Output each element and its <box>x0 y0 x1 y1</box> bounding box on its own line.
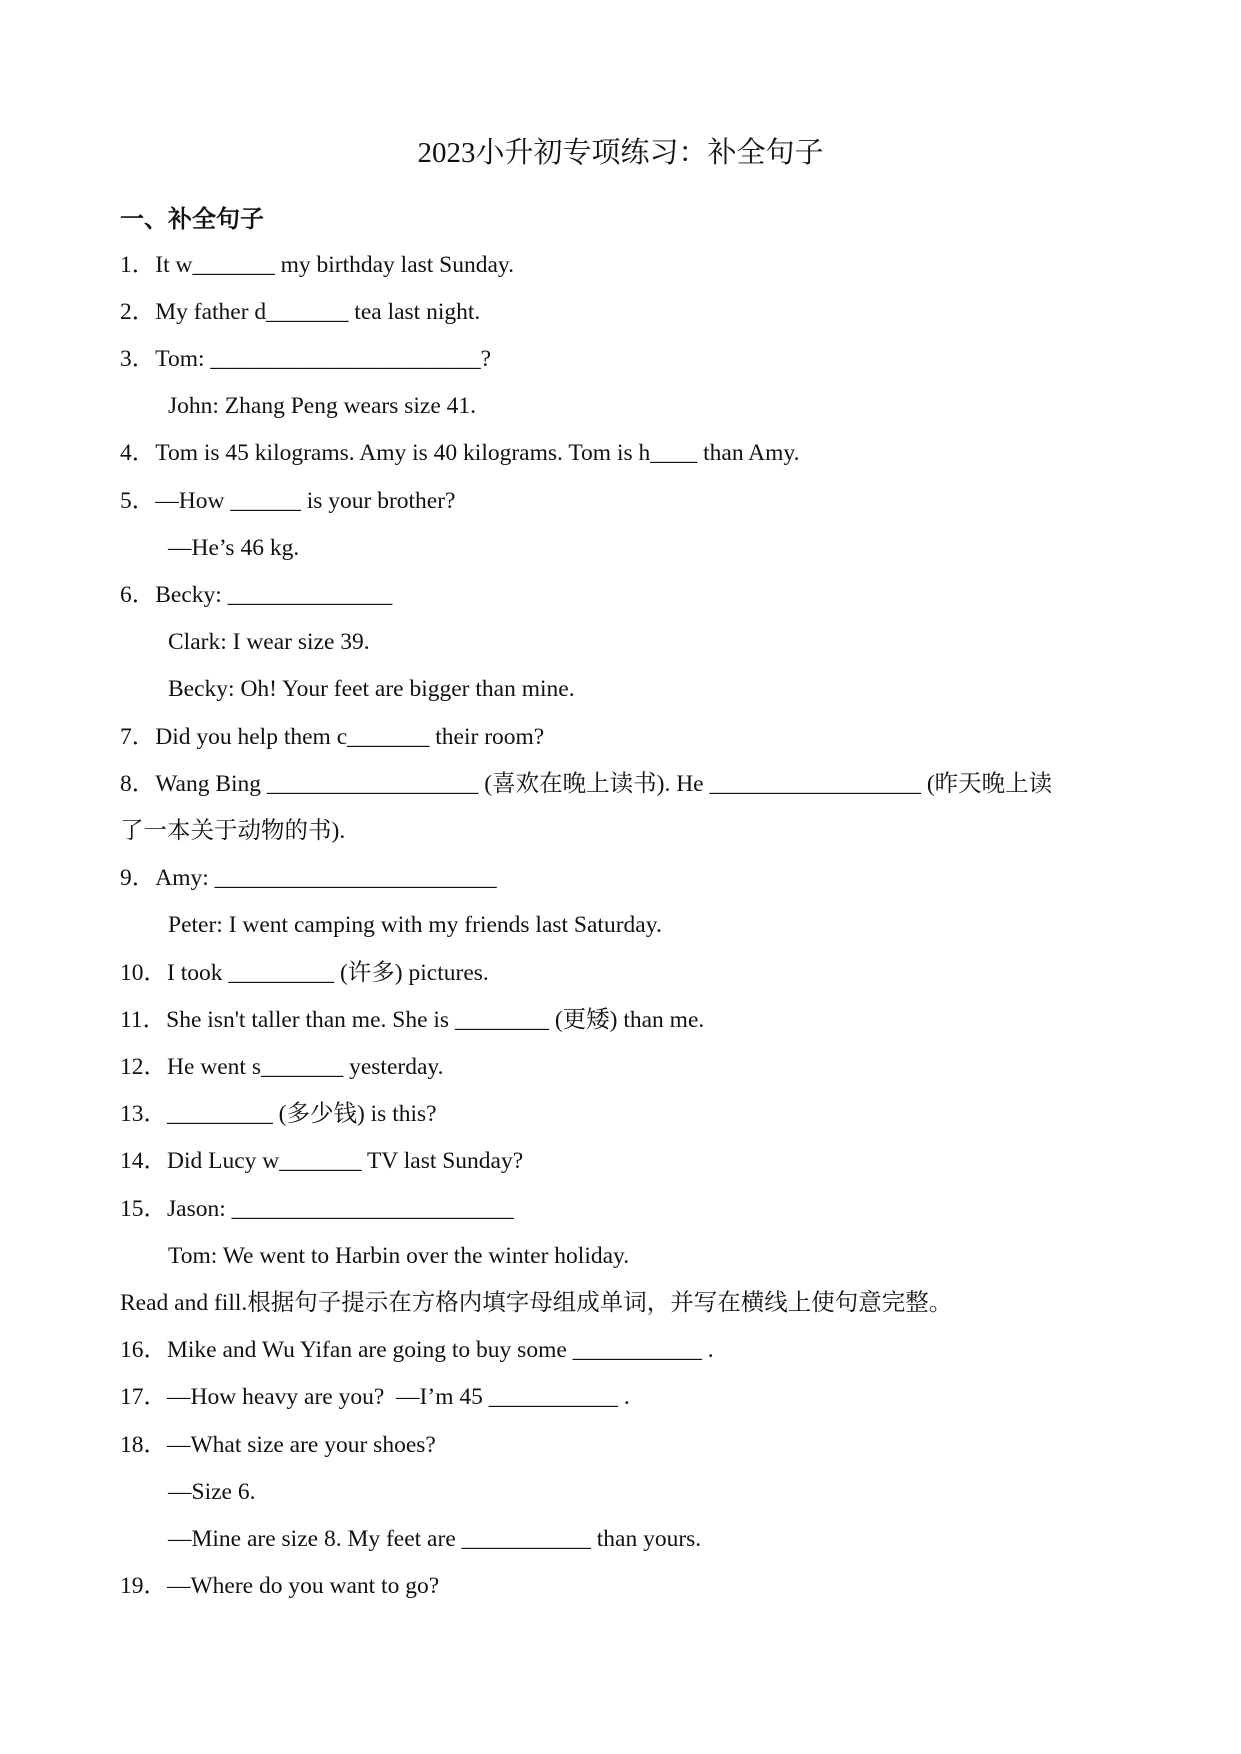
question-text: Clark: I wear size 39. <box>168 629 370 655</box>
question-text: —Where do you want to go? <box>167 1573 440 1599</box>
instruction-line <box>120 1286 952 1320</box>
question-line <box>120 436 800 470</box>
question-number: 15． <box>120 1196 167 1222</box>
question-text: —Size 6. <box>168 1479 256 1505</box>
question-line <box>120 578 392 612</box>
question-number: 14． <box>120 1148 167 1174</box>
question-text: Wang Bing __________________ (喜欢在晚上读书). He __________________ (昨天晚上读 <box>155 771 1053 797</box>
question-line <box>120 484 455 518</box>
question-text: Tom: We went to Harbin over the winter holiday. <box>168 1243 630 1269</box>
question-number: 6． <box>120 582 156 608</box>
question-number: 1． <box>120 252 156 278</box>
question-line <box>168 1475 255 1509</box>
question-line <box>120 248 514 282</box>
question-text: —How ______ is your brother? <box>155 488 456 514</box>
question-line <box>120 720 544 754</box>
question-text: Mike and Wu Yifan are going to buy some ___________ . <box>167 1337 714 1363</box>
question-text: Jason: ________________________ <box>167 1196 514 1222</box>
question-text: Tom is 45 kilograms. Amy is 40 kilograms. Tom is h____ than Amy. <box>155 440 800 466</box>
question-text: Peter: I went camping with my friends last Saturday. <box>168 912 662 938</box>
question-line <box>120 1144 523 1178</box>
question-line <box>120 1569 439 1603</box>
question-line <box>120 956 489 990</box>
question-text: 了一本关于动物的书). <box>120 818 346 844</box>
question-text: She isn't taller than me. She is ________ (更矮) than me. <box>166 1007 705 1033</box>
question-line <box>120 1192 514 1226</box>
question-number: 10． <box>120 960 167 986</box>
question-number: 2． <box>120 299 156 325</box>
question-text: —How heavy are you? —I’m 45 ___________ . <box>167 1384 630 1410</box>
question-line <box>120 1428 436 1462</box>
question-line <box>168 625 370 659</box>
question-line <box>120 1097 437 1131</box>
question-number: 16． <box>120 1337 167 1363</box>
question-line <box>120 1003 704 1037</box>
question-number: 5． <box>120 488 156 514</box>
question-line <box>120 861 497 895</box>
question-text: Did you help them c_______ their room? <box>155 724 545 750</box>
question-number: 19． <box>120 1573 167 1599</box>
question-line <box>168 1239 629 1273</box>
question-text: Becky: Oh! Your feet are bigger than mine. <box>168 676 575 702</box>
question-text: Amy: ________________________ <box>155 865 497 891</box>
page-title: 2023小升初专项练习：补全句子 <box>417 137 824 169</box>
question-line <box>168 672 575 706</box>
question-line <box>120 1380 630 1414</box>
question-line <box>120 1333 714 1367</box>
question-number: 4． <box>120 440 156 466</box>
question-number: 12． <box>120 1054 167 1080</box>
instruction-text: Read and fill.根据句子提示在方格内填字母组成单词，并写在横线上使句意完整。 <box>120 1290 953 1316</box>
question-text: Did Lucy w_______ TV last Sunday? <box>167 1148 524 1174</box>
section-heading: 一、补全句子 <box>120 205 264 233</box>
question-text: _________ (多少钱) is this? <box>167 1101 437 1127</box>
question-line <box>120 814 345 848</box>
question-text: —He’s 46 kg. <box>168 535 300 561</box>
question-text: He went s_______ yesterday. <box>167 1054 444 1080</box>
question-line <box>120 295 480 329</box>
question-number: 11． <box>120 1007 167 1033</box>
question-line <box>120 342 491 376</box>
question-line <box>168 1522 701 1556</box>
question-text: My father d_______ tea last night. <box>155 299 481 325</box>
question-text: John: Zhang Peng wears size 41. <box>168 393 477 419</box>
question-line <box>168 908 662 942</box>
question-number: 7． <box>120 724 156 750</box>
question-line <box>168 389 476 423</box>
question-number: 18． <box>120 1432 167 1458</box>
question-text: It w_______ my birthday last Sunday. <box>155 252 515 278</box>
question-line <box>120 767 1052 801</box>
question-text: Tom: _______________________? <box>155 346 492 372</box>
question-number: 17． <box>120 1384 167 1410</box>
question-text: I took _________ (许多) pictures. <box>167 960 489 986</box>
question-number: 13． <box>120 1101 167 1127</box>
question-text: —What size are your shoes? <box>167 1432 436 1458</box>
question-text: Becky: ______________ <box>155 582 393 608</box>
question-line <box>168 531 299 565</box>
question-line <box>120 1050 444 1084</box>
question-number: 3． <box>120 346 156 372</box>
question-number: 8． <box>120 771 156 797</box>
question-number: 9． <box>120 865 156 891</box>
question-text: —Mine are size 8. My feet are ___________ than yours. <box>168 1526 702 1552</box>
